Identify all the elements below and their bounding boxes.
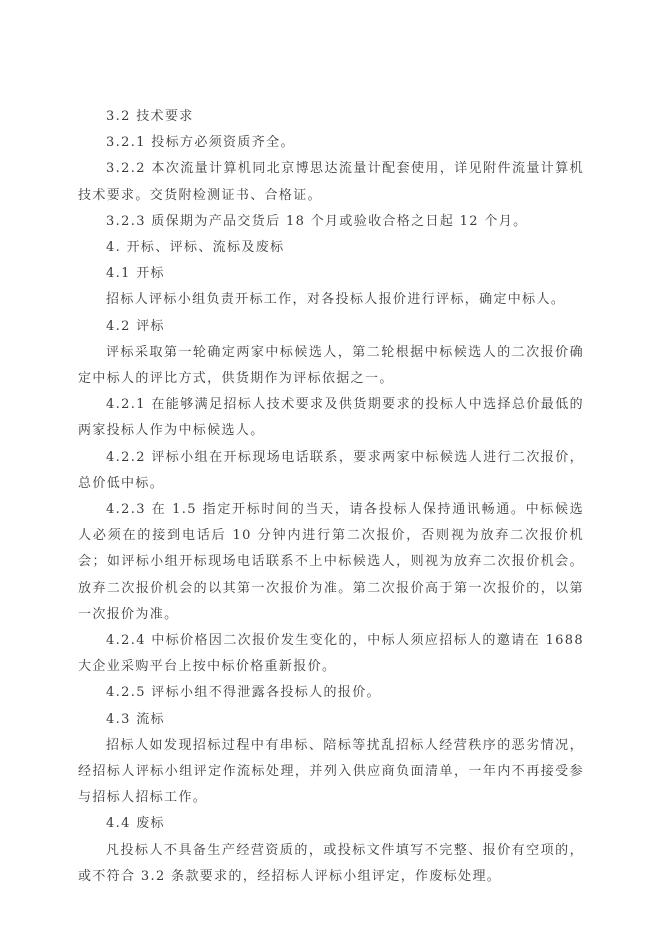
clause-4-2-4: 4.2.4 中标价格因二次报价发生变化的，中标人须应招标人的邀请在 1688 大企业采购平台上按中标价格重新报价。 — [78, 633, 584, 675]
section-heading-4-2: 4.2 评标 — [106, 318, 165, 334]
section-heading-4-4: 4.4 废标 — [106, 816, 165, 832]
document-page — [78, 104, 584, 890]
paragraph-4-1-body: 招标人评标小组负责开标工作，对各投标人报价进行评标，确定中标人。 — [106, 292, 566, 308]
clause-4-2-3: 4.2.3 在 1.5 指定开标时间的当天，请各投标人保持通讯畅通。中标候选人必须在的接到电话后 10 分钟内进行第二次报价，否则视为放弃二次报价机会；如评标小组开标现场电话联系不上中标候选人，则视为放弃二次报价机会。放弃二次报价机会的以其第一次报价为准。第二次报价高于第一次报价的，以第一次报价为准。 — [78, 502, 584, 622]
section-heading-4-1: 4.1 开标 — [106, 266, 165, 282]
clause-3-2-2: 3.2.2 本次流量计算机同北京博思达流量计配套使用，详见附件流量计算机技术要求。交货附检测证书、合格证。 — [78, 161, 584, 203]
clause-4-2-5: 4.2.5 评标小组不得泄露各投标人的报价。 — [106, 685, 381, 701]
clause-3-2-3: 3.2.3 质保期为产品交货后 18 个月或验收合格之日起 12 个月。 — [106, 213, 528, 229]
section-heading-4: 4. 开标、评标、流标及废标 — [106, 240, 285, 256]
clause-4-2-1: 4.2.1 在能够满足招标人技术要求及供货期要求的投标人中选择总价最低的两家投标人作为中标候选人。 — [78, 397, 584, 439]
paragraph-4-2-body: 评标采取第一轮确定两家中标候选人，第二轮根据中标候选人的二次报价确定中标人的评比方式，供货期作为评标依据之一。 — [78, 344, 584, 387]
section-heading-4-3: 4.3 流标 — [106, 711, 165, 727]
paragraph-4-4-body: 凡投标人不具备生产经营资质的，或投标文件填写不完整、报价有空项的，或不符合 3.2 条款要求的，经招标人评标小组评定，作废标处理。 — [78, 842, 584, 884]
clause-4-2-2: 4.2.2 评标小组在开标现场电话联系，要求两家中标候选人进行二次报价，总价低中标。 — [78, 449, 584, 491]
clause-3-2-1: 3.2.1 投标方必须资质齐全。 — [106, 135, 295, 151]
section-heading-3-2: 3.2 技术要求 — [106, 109, 194, 124]
paragraph-4-3-body: 招标人如发现招标过程中有串标、陪标等扰乱招标人经营秩序的恶劣情况，经招标人评标小组评定作流标处理，并列入供应商负面清单，一年内不再接受参与招标人招标工作。 — [78, 737, 584, 806]
